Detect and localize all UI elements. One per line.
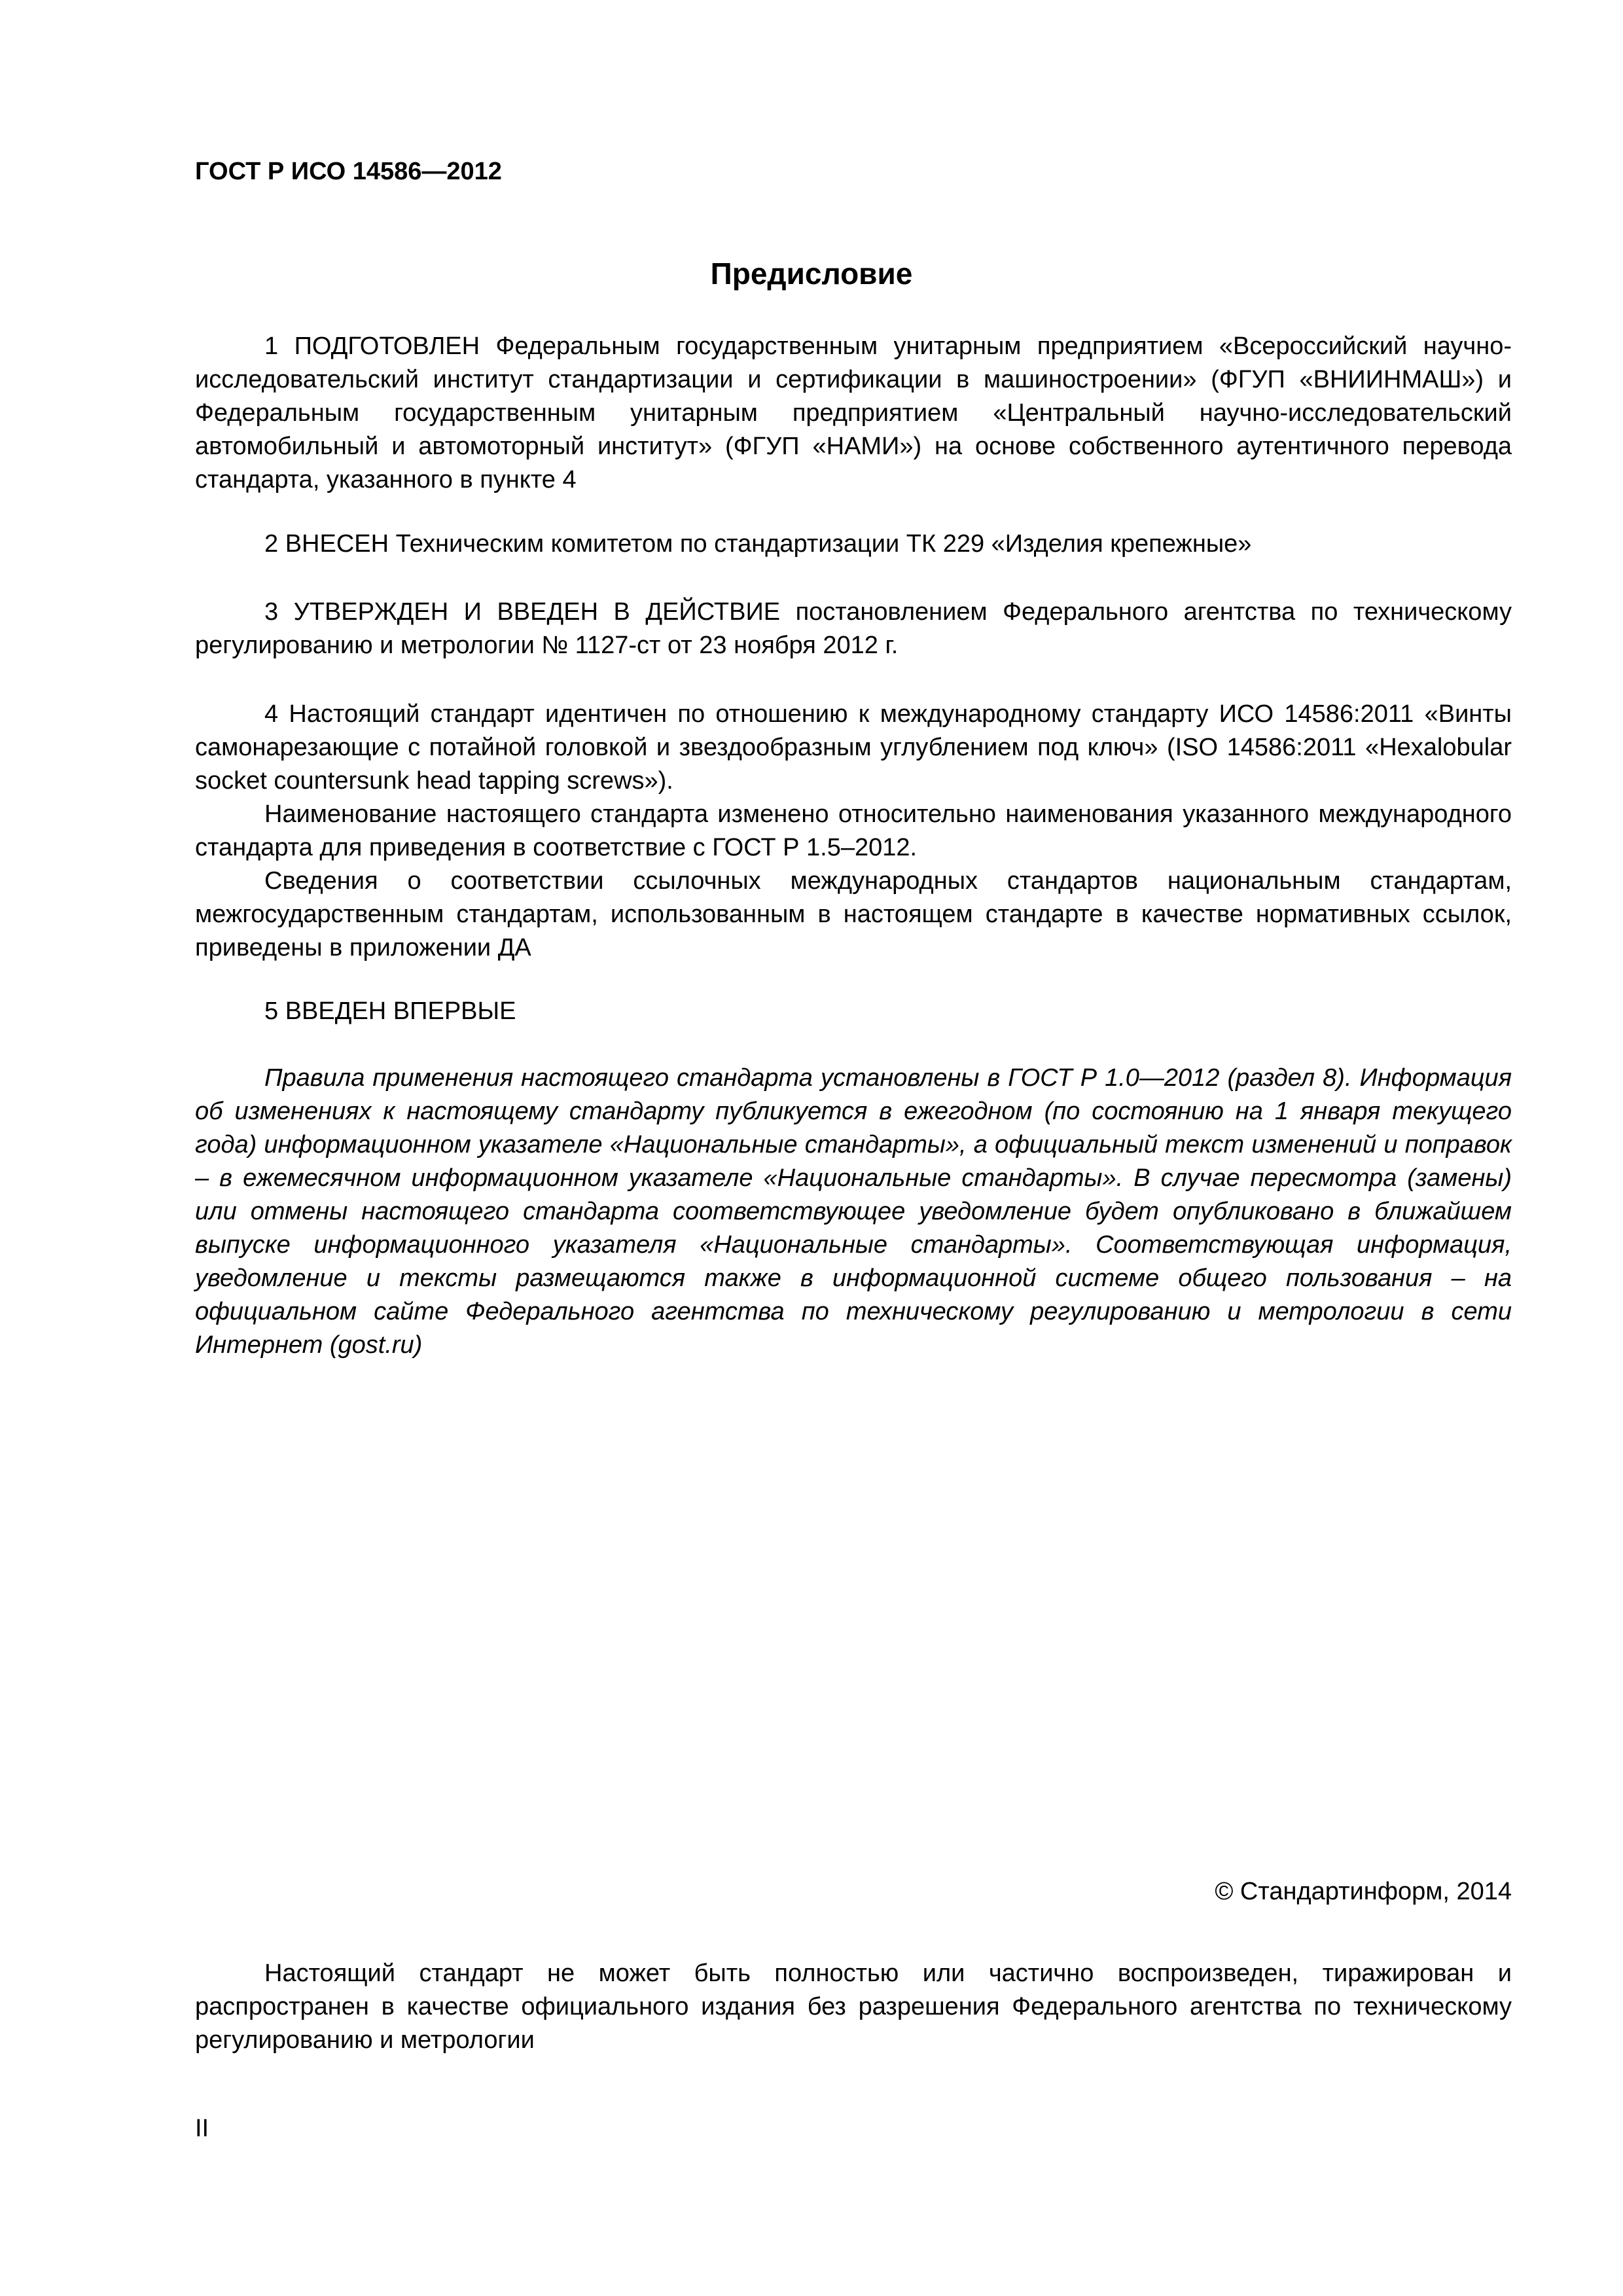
item-3-approved	[195, 596, 1512, 662]
reproduction-notice-paragraph: Настоящий стандарт не может быть полностью или частично воспроизведен, тиражирован и распространен в качестве официального издания без разрешения Федерального агентства по техническому регулированию и метрологии	[195, 1960, 1512, 2054]
copyright-line: © Стандартинформ, 2014	[1215, 1878, 1512, 1905]
item-1-paragraph: 1 ПОДГОТОВЛЕН Федеральным государственным унитарным предприятием «Всероссийский научно-исследовательский институт стандартизации и сертификации в машиностроении» (ФГУП «ВНИИНМАШ») и Федеральным государственным унитарным предприятием «Центральный научно-исследовательский автомобильный и автомоторный институт» (ФГУП «НАМИ») на основе собственного аутентичного перевода стандарта, указанного в пункте 4	[195, 332, 1512, 493]
item-4-paragraph-1: 4 Настоящий стандарт идентичен по отношению к международному стандарту ИСО 14586:2011 «Винты самонарезающие с потайной головкой и звездообразным углублением под ключ» (ISO 14586:2011 «Hexalobular socket countersunk head tapping screws»).	[195, 700, 1512, 795]
item-3-paragraph: 3 УТВЕРЖДЕН И ВВЕДЕН В ДЕЙСТВИЕ постановлением Федерального агентства по техническому регулированию и метрологии № 1127-ст от 23 ноября 2012 г.	[195, 598, 1512, 659]
page-number: II	[195, 2115, 209, 2142]
item-2-paragraph: 2 ВНЕСЕН Техническим комитетом по стандартизации ТК 229 «Изделия крепежные»	[264, 530, 1252, 558]
item-2-submitted-by	[195, 528, 1512, 561]
reproduction-notice	[195, 1957, 1512, 2057]
item-1-prepared-by	[195, 330, 1512, 497]
application-rules-paragraph: Правила применения настоящего стандарта установлены в ГОСТ Р 1.0—2012 (раздел 8). Информация об изменениях к настоящему стандарту публикуется в ежегодном (по состоянию на 1 января текущего года) информационном указателе «Национальные стандарты», а официальный текст изменений и поправок – в ежемесячном информационном указателе «Национальные стандарты». В случае пересмотра (замены) или отмены настоящего стандарта соответствующее уведомление будет опубликовано в ближайшем выпуске информационного указателя «Национальные стандарты». Соответствующая информация, уведомление и тексты размещаются также в информационной системе общего пользования – на официальном сайте Федерального агентства по техническому регулированию и метрологии в сети Интернет (gost.ru)	[195, 1064, 1512, 1359]
item-5-introduced	[195, 995, 1512, 1028]
item-4-identity	[195, 698, 1512, 965]
item-4-paragraph-2: Наименование настоящего стандарта изменено относительно наименования указанного международного стандарта для приведения в соответствие с ГОСТ Р 1.5–2012.	[195, 800, 1512, 861]
application-rules-notice	[195, 1062, 1512, 1362]
item-5-paragraph: 5 ВВЕДЕН ВПЕРВЫЕ	[264, 997, 516, 1025]
page-title: Предисловие	[710, 257, 913, 291]
document-number-header: ГОСТ Р ИСО 14586—2012	[195, 158, 502, 185]
item-4-paragraph-3: Сведения о соответствии ссылочных международных стандартов национальным стандартам, межгосударственным стандартам, использованным в настоящем стандарте в качестве нормативных ссылок, приведены в приложении ДА	[195, 867, 1512, 961]
